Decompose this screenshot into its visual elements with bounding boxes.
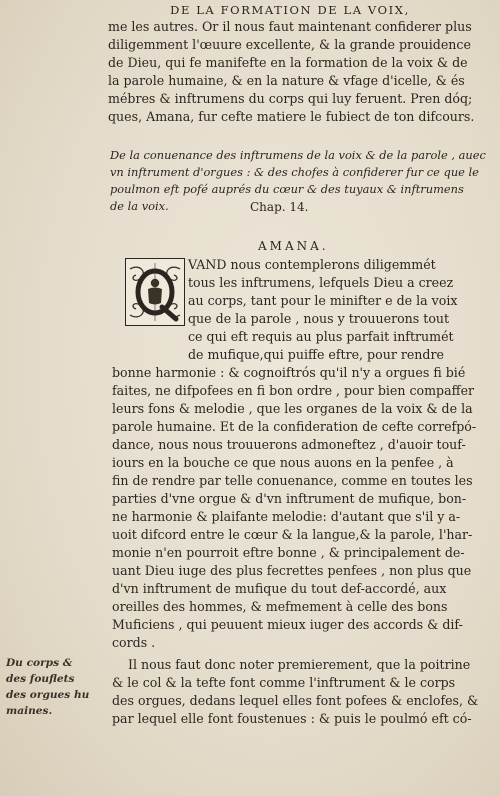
body-line: cords . [112,635,156,650]
intro-line: diligemment l'œuure excellente, & la grande prouidence [108,37,471,52]
dropcap-line: que de la parole , nous y trouuerons tout [188,311,450,326]
dropcap-line: au corps, tant pour le minifter e de la voix [188,293,458,308]
body-line: uant Dieu iuge des plus fecrettes penfees , non plus que [112,563,472,578]
body-line: oreilles des hommes, & mefmement à celle des bons [112,599,448,614]
chapter-number: Chap. 14. [250,200,309,214]
body-line: parole humaine. Et de la confideration de cefte correfpó- [112,419,477,434]
intro-line: mébres & inftrumens du corps qui luy feruent. Pren dóq; [108,91,473,106]
body-line: monie n'en pourroit eftre bonne , & principalement de- [112,545,465,560]
drop-cap [125,258,185,326]
body-line: parties d'vne orgue & d'vn inftrument de mufique, bon- [112,491,467,506]
dropcap-line: tous les inftrumens, lefquels Dieu a creez [188,275,454,290]
intro-line: de Dieu, qui fe manifefte en la formation de la voix & de [108,55,468,70]
chapter-heading-line: de la voix. [110,199,169,213]
paragraph-line: par lequel elle font foustenues : & puis le poulmó eft có- [112,711,472,726]
body-line: faites, ne difpofees en fi bon ordre , pour bien compaffer [112,383,475,398]
body-line: uoit difcord entre le cœur & la langue,& la parole, l'har- [112,527,473,542]
intro-line: ques, Amana, fur cefte matiere le fubiect de ton difcours. [108,109,475,124]
margin-note-line: des fouflets [6,673,75,685]
paragraph-line: des orgues, dedans lequel elles font pofees & enclofes, & [112,693,479,708]
speaker-name: AMANA. [258,239,329,253]
margin-note-line: maines. [6,705,53,717]
body-line: leurs fons & melodie , que les organes de la voix & de la [112,401,473,416]
body-line: Muficiens , qui peuuent mieux iuger des accords & dif- [112,617,463,632]
body-line: dance, nous nous trouuerons admoneftez , d'auoir touf- [112,437,466,452]
margin-note-line: des orgues hu [6,689,90,701]
dropcap-line: VAND nous contemplerons diligemmét [188,257,436,272]
running-head: DE LA FORMATION DE LA VOIX, [170,3,410,17]
drop-cap-ornament [126,259,184,325]
margin-note-line: Du corps & [6,657,73,669]
paragraph-line: & le col & la tefte font comme l'inftrument & le corps [112,675,456,690]
chapter-heading-line: De la conuenance des inftrumens de la voix & de la parole , auec [110,148,486,162]
intro-line: la parole humaine, & en la nature & vfage d'icelle, & és [108,73,465,88]
dropcap-line: de mufique,qui puiffe eftre, pour rendre [188,347,444,362]
body-line: ne harmonie & plaifante melodie: d'autant que s'il y a- [112,509,461,524]
intro-line: me les autres. Or il nous faut maintenant confiderer plus [108,19,472,34]
dropcap-line: ce qui eft requis au plus parfait inftrumét [188,329,454,344]
chapter-heading-line: poulmon eft pofé auprés du cœur & des tuyaux & inftrumens [110,182,464,196]
body-line: d'vn inftrument de mufique du tout def-accordé, aux [112,581,447,596]
body-line: fin de rendre par telle conuenance, comme en toutes les [112,473,473,488]
chapter-heading-line: vn inftrument d'orgues : & des chofes à confiderer fur ce que le [110,165,479,179]
body-line: iours en la bouche ce que nous auons en la penfee , à [112,455,454,470]
paragraph-line: Il nous faut donc noter premierement, que la poitrine [128,657,471,672]
body-line: bonne harmonie : & cognoiftrós qu'il n'y a orgues fi bié [112,365,466,380]
